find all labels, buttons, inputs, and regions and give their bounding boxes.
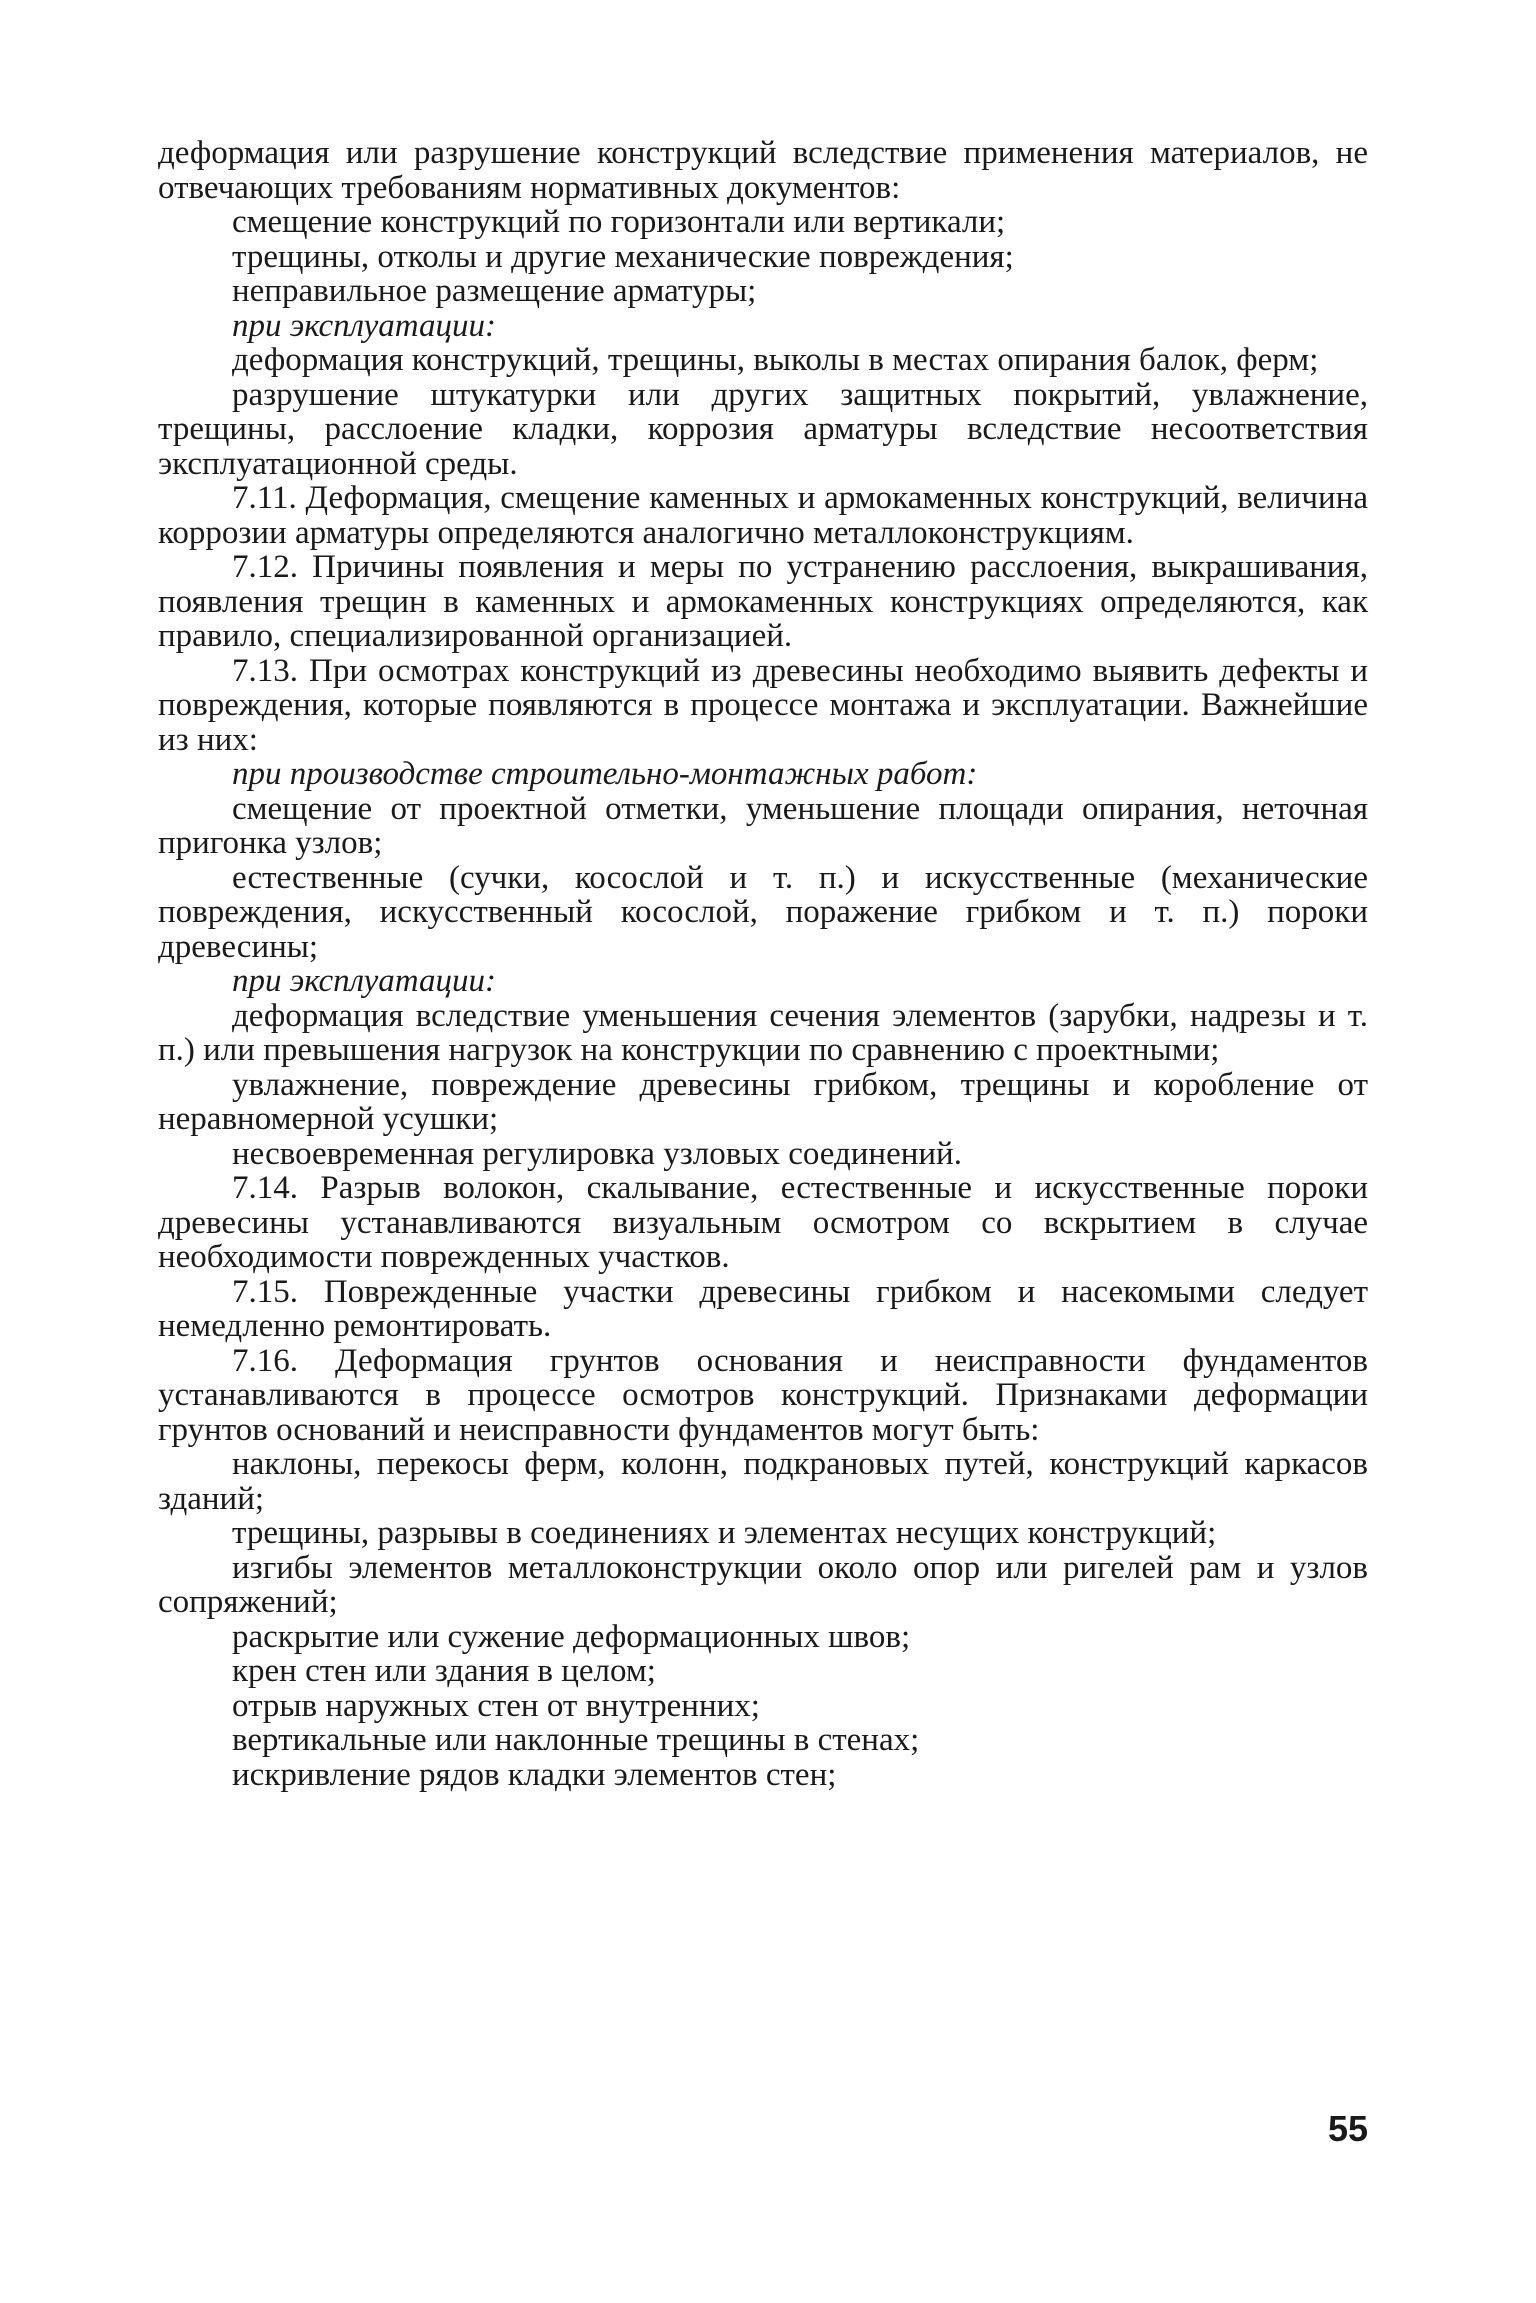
section-7-11: 7.11. Деформация, смещение каменных и армокаменных конструкций, величина коррозии арматуры определяются аналогично металлоконструкциям. (158, 480, 1368, 551)
paragraph-23: изгибы элементов металлоконструкции около опор или ригелей рам и узлов сопряжений; (158, 1549, 1368, 1620)
page-number: 55 (1327, 2108, 1368, 2149)
paragraph-25: крен стен или здания в целом; (232, 1653, 656, 1689)
paragraph-21: наклоны, перекосы ферм, колонн, подкрановых путей, конструкций каркасов зданий; (158, 1446, 1368, 1517)
paragraph-27: вертикальные или наклонные трещины в стенах; (232, 1722, 920, 1758)
section-7-14: 7.14. Разрыв волокон, скалывание, естественные и искусственные пороки древесины устанавливаются визуальным осмотром со вскрытием в случае необходимости поврежденных участков. (158, 1170, 1368, 1275)
section-7-15: 7.15. Поврежденные участки древесины грибком и насекомыми следует немедленно ремонтировать. (158, 1273, 1368, 1344)
subheading-operation-1: при эксплуатации: (232, 307, 496, 344)
section-7-12: 7.12. Причины появления и меры по устранению расслоения, выкрашивания, появления трещин в каменных и армокаменных конструкциях определяются, как правило, специализированной организацией. (158, 549, 1368, 654)
paragraph-17: несвоевременная регулировка узловых соединений. (232, 1135, 962, 1172)
paragraph-6: деформация конструкций, трещины, выколы в местах опирания балок, ферм; (232, 342, 1319, 378)
paragraph-15: деформация вследствие уменьшения сечения элементов (зарубки, надрезы и т. п.) или превышения нагрузок на конструкции по сравнению с проектными; (158, 997, 1368, 1068)
paragraph-12: смещение от проектной отметки, уменьшение площади опирания, неточная пригонка узлов; (158, 790, 1368, 861)
paragraph-7: разрушение штукатурки или других защитных покрытий, увлажнение, трещины, расслоение кладки, коррозия арматуры вследствие несоответствия эксплуатационной среды. (158, 376, 1368, 482)
paragraph-4: неправильное размещение арматуры; (232, 273, 757, 309)
section-7-13: 7.13. При осмотрах конструкций из древесины необходимо выявить дефекты и повреждения, которые появляются в процессе монтажа и эксплуатации. Важнейшие из них: (158, 652, 1368, 758)
paragraph-26: отрыв наружных стен от внутренних; (232, 1687, 760, 1724)
section-7-16: 7.16. Деформация грунтов основания и неисправности фундаментов устанавливаются в процессе осмотров конструкций. Признаками деформации грунтов оснований и неисправности фундаментов могут быть: (158, 1342, 1368, 1448)
subheading-construction: при производстве строительно-монтажных работ: (232, 756, 978, 792)
paragraph-24: раскрытие или сужение деформационных швов; (232, 1618, 911, 1655)
paragraph-28: искривление рядов кладки элементов стен; (232, 1756, 837, 1793)
page-body (158, 136, 1368, 1792)
paragraph-13: естественные (сучки, косослой и т. п.) и искусственные (механические повреждения, искусственный косослой, поражение грибком и т. п.) пороки древесины; (158, 859, 1368, 965)
paragraph-3: трещины, отколы и другие механические повреждения; (232, 238, 1014, 275)
subheading-operation-2: при эксплуатации: (232, 963, 496, 999)
paragraph-1: деформация или разрушение конструкций вследствие применения материалов, не отвечающих требованиям нормативных документов: (158, 135, 1368, 206)
paragraph-16: увлажнение, повреждение древесины грибком, трещины и коробление от неравномерной усушки; (158, 1066, 1368, 1137)
paragraph-2: смещение конструкций по горизонтали или вертикали; (232, 204, 1006, 240)
paragraph-22: трещины, разрывы в соединениях и элементах несущих конструкций; (232, 1515, 1217, 1551)
